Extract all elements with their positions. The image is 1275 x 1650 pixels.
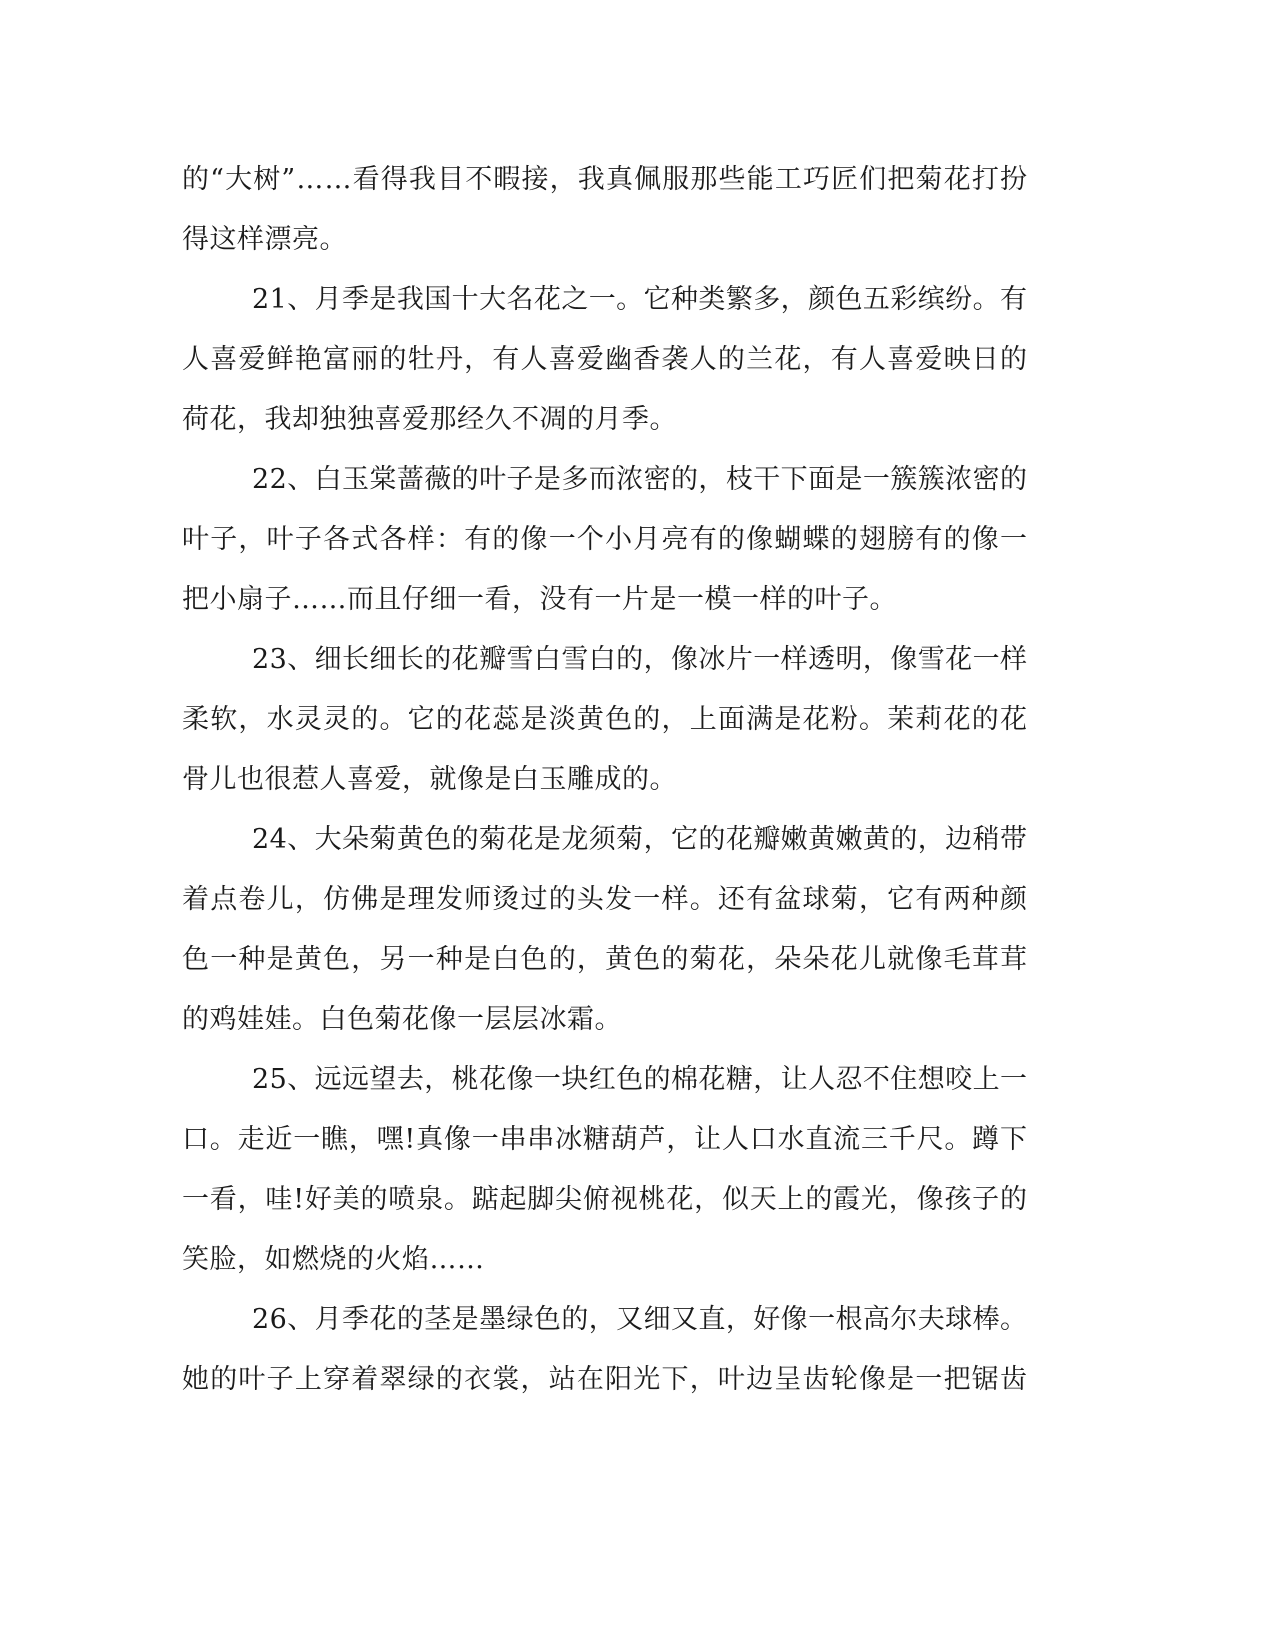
text-line: 23、细长细长的花瓣雪白雪白的，像冰片一样透明，像雪花一样 <box>252 644 1028 675</box>
text-line: 叶子，叶子各式各样：有的像一个小月亮有的像蝴蝶的翅膀有的像一 <box>182 524 1029 555</box>
text-line: 荷花，我却独独喜爱那经久不凋的月季。 <box>182 404 677 435</box>
text-line: 笑脸，如燃烧的火焰…… <box>182 1244 485 1275</box>
text-line: 人喜爱鲜艳富丽的牡丹，有人喜爱幽香袭人的兰花，有人喜爱映日的 <box>182 344 1029 375</box>
text-line: 24、大朵菊黄色的菊花是龙须菊，它的花瓣嫩黄嫩黄的，边稍带 <box>252 824 1028 855</box>
document-body <box>182 150 1027 1410</box>
text-line: 把小扇子……而且仔细一看，没有一片是一模一样的叶子。 <box>182 584 897 615</box>
text-line: 着点卷儿，仿佛是理发师烫过的头发一样。还有盆球菊，它有两种颜 <box>182 884 1029 915</box>
text-line: 25、远远望去，桃花像一块红色的棉花糖，让人忍不住想咬上一 <box>252 1064 1028 1095</box>
text-line: 的鸡娃娃。白色菊花像一层层冰霜。 <box>182 1004 622 1035</box>
text-line: 的“大树”……看得我目不暇接，我真佩服那些能工巧匠们把菊花打扮 <box>182 164 1029 195</box>
text-line: 22、白玉棠蔷薇的叶子是多而浓密的，枝干下面是一簇簇浓密的 <box>252 464 1028 495</box>
text-line: 26、月季花的茎是墨绿色的，又细又直，好像一根高尔夫球棒。 <box>252 1304 1028 1335</box>
text-line: 口。走近一瞧，嘿!真像一串串冰糖葫芦，让人口水直流三千尺。蹲下 <box>182 1124 1028 1155</box>
text-line: 色一种是黄色，另一种是白色的，黄色的菊花，朵朵花儿就像毛茸茸 <box>182 944 1029 975</box>
text-line: 她的叶子上穿着翠绿的衣裳，站在阳光下，叶边呈齿轮像是一把锯齿 <box>182 1364 1029 1395</box>
text-line: 21、月季是我国十大名花之一。它种类繁多，颜色五彩缤纷。有 <box>252 284 1028 315</box>
text-line: 柔软，水灵灵的。它的花蕊是淡黄色的，上面满是花粉。茉莉花的花 <box>182 704 1029 735</box>
text-line: 得这样漂亮。 <box>182 224 347 255</box>
text-line: 一看，哇!好美的喷泉。踮起脚尖俯视桃花，似天上的霞光，像孩子的 <box>182 1184 1028 1215</box>
text-line: 骨儿也很惹人喜爱，就像是白玉雕成的。 <box>182 764 677 795</box>
